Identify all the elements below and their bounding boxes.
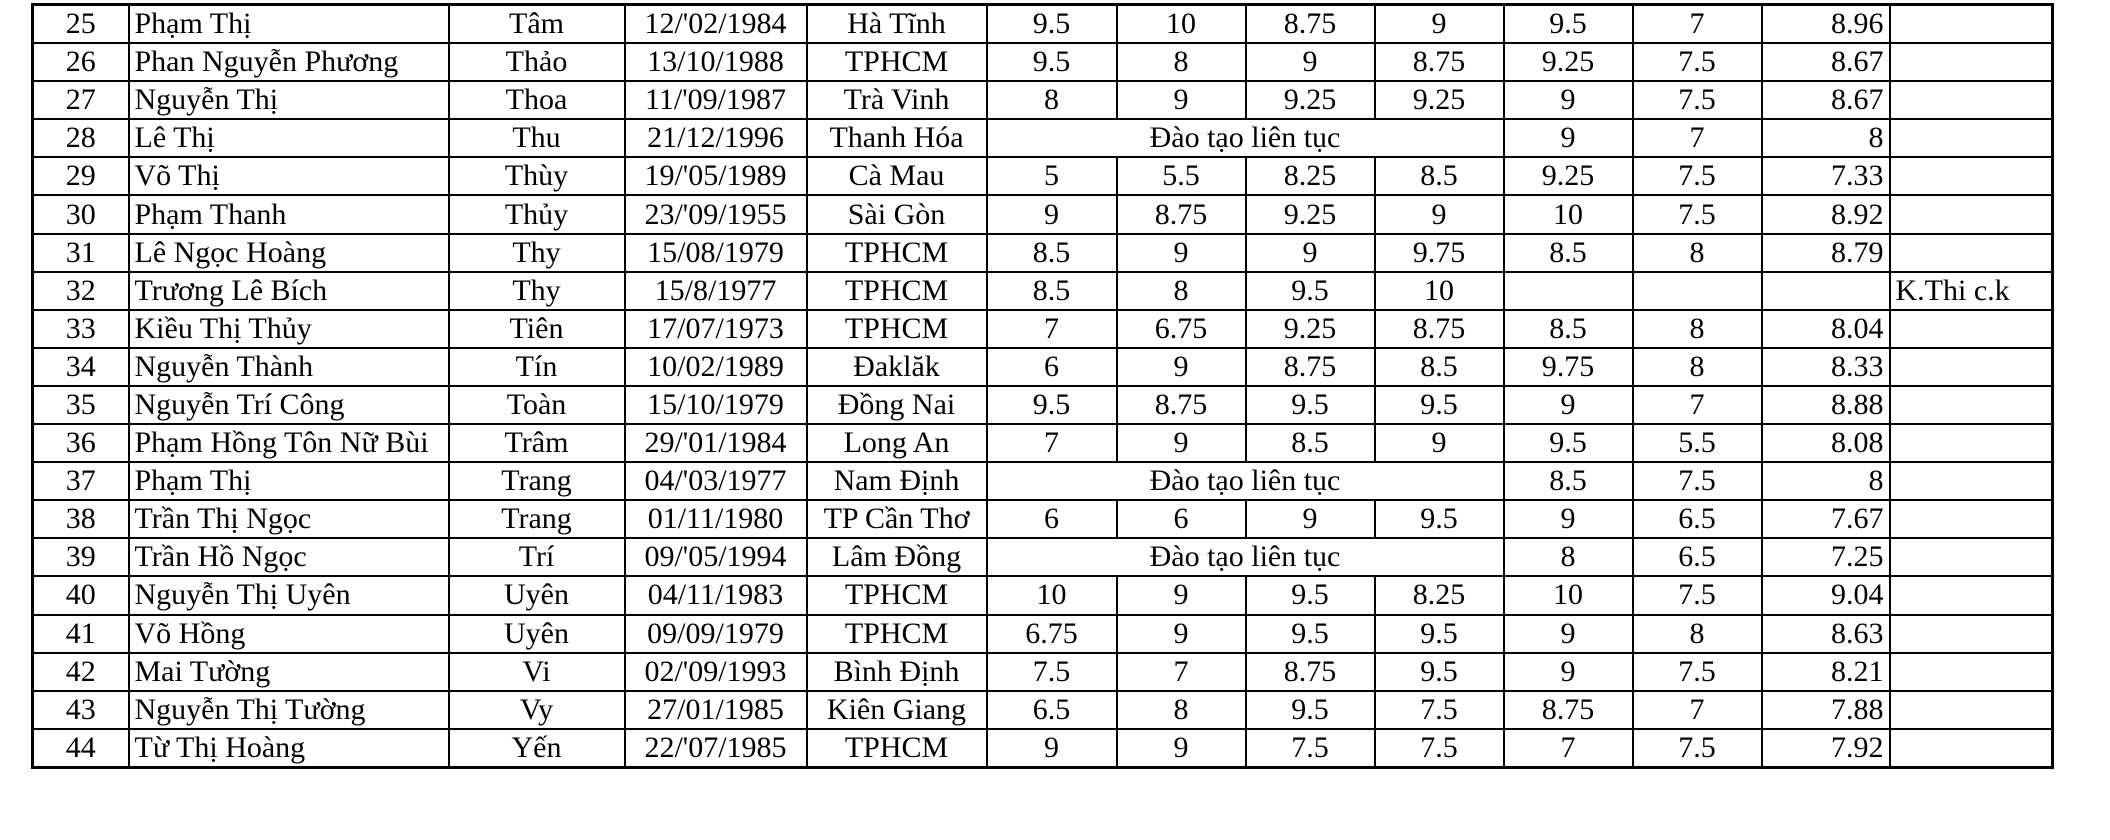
score-cell-1: 8.5: [987, 272, 1117, 310]
table-row: [33, 234, 2053, 272]
score-cell-6: 7.5: [1633, 576, 1762, 614]
birth-date-cell: 15/08/1979: [625, 234, 807, 272]
birthplace-cell: Thanh Hóa: [807, 119, 987, 157]
score-cell-4: 8.25: [1375, 576, 1504, 614]
given-name-cell: Tâm: [449, 5, 625, 44]
note-cell: [1890, 500, 2053, 538]
merged-note-cell: Đào tạo liên tục: [987, 119, 1504, 157]
score-cell-1: 10: [987, 576, 1117, 614]
surname-cell: Phạm Hồng Tôn Nữ Bùi: [129, 424, 449, 462]
birth-date-cell: 09/09/1979: [625, 615, 807, 653]
score-cell-5: 10: [1504, 195, 1633, 233]
score-cell-1: 8.5: [987, 234, 1117, 272]
score-cell-5: 8: [1504, 538, 1633, 576]
score-cell-3: 9.5: [1246, 386, 1375, 424]
score-cell-5: 9: [1504, 500, 1633, 538]
score-cell-5: 10: [1504, 576, 1633, 614]
birth-date-cell: 04/'03/1977: [625, 462, 807, 500]
score-cell-5: 8.5: [1504, 234, 1633, 272]
score-cell-5: 7: [1504, 729, 1633, 768]
score-cell-2: 10: [1117, 5, 1246, 44]
note-cell: [1890, 386, 2053, 424]
birthplace-cell: Bình Định: [807, 653, 987, 691]
score-cell-3: 9: [1246, 500, 1375, 538]
score-cell-3: 9.5: [1246, 272, 1375, 310]
birthplace-cell: Lâm Đồng: [807, 538, 987, 576]
score-cell-2: 9: [1117, 81, 1246, 119]
score-cell-4: 9: [1375, 5, 1504, 44]
score-cell-4: 9.25: [1375, 81, 1504, 119]
row-number-cell: 25: [33, 5, 129, 44]
surname-cell: Kiều Thị Thủy: [129, 310, 449, 348]
row-number-cell: 44: [33, 729, 129, 768]
merged-note-cell: Đào tạo liên tục: [987, 462, 1504, 500]
average-cell: 8.92: [1762, 195, 1890, 233]
row-number-cell: 39: [33, 538, 129, 576]
score-cell-3: 9.25: [1246, 310, 1375, 348]
given-name-cell: Thy: [449, 234, 625, 272]
birthplace-cell: TP Cần Thơ: [807, 500, 987, 538]
score-cell-1: 9.5: [987, 386, 1117, 424]
note-cell: [1890, 157, 2053, 195]
given-name-cell: Vy: [449, 691, 625, 729]
score-cell-1: 7: [987, 424, 1117, 462]
note-cell: [1890, 576, 2053, 614]
score-cell-1: 5: [987, 157, 1117, 195]
given-name-cell: Thy: [449, 272, 625, 310]
surname-cell: Nguyễn Thị Uyên: [129, 576, 449, 614]
surname-cell: Nguyễn Trí Công: [129, 386, 449, 424]
score-cell-6: 8: [1633, 234, 1762, 272]
score-cell-2: 8: [1117, 691, 1246, 729]
score-cell-2: 9: [1117, 348, 1246, 386]
average-cell: 8.67: [1762, 81, 1890, 119]
score-cell-6: 7.5: [1633, 81, 1762, 119]
surname-cell: Lê Thị: [129, 119, 449, 157]
score-cell-6: 7: [1633, 691, 1762, 729]
surname-cell: Trần Thị Ngọc: [129, 500, 449, 538]
average-cell: 9.04: [1762, 576, 1890, 614]
score-cell-6: 6.5: [1633, 538, 1762, 576]
note-cell: [1890, 729, 2053, 768]
note-cell: K.Thi c.k: [1890, 272, 2053, 310]
birthplace-cell: TPHCM: [807, 576, 987, 614]
average-cell: 8.67: [1762, 43, 1890, 81]
score-cell-2: 9: [1117, 576, 1246, 614]
score-cell-5: 9.5: [1504, 424, 1633, 462]
given-name-cell: Trí: [449, 538, 625, 576]
birth-date-cell: 01/11/1980: [625, 500, 807, 538]
note-cell: [1890, 424, 2053, 462]
score-cell-5: 9: [1504, 653, 1633, 691]
score-cell-5: 9: [1504, 386, 1633, 424]
row-number-cell: 33: [33, 310, 129, 348]
score-cell-6: 7: [1633, 5, 1762, 44]
surname-cell: Nguyễn Thành: [129, 348, 449, 386]
score-cell-3: 9: [1246, 43, 1375, 81]
score-cell-2: 9: [1117, 234, 1246, 272]
table-row: [33, 576, 2053, 614]
birthplace-cell: TPHCM: [807, 43, 987, 81]
table-row: [33, 348, 2053, 386]
birth-date-cell: 12/'02/1984: [625, 5, 807, 44]
birth-date-cell: 15/10/1979: [625, 386, 807, 424]
score-cell-4: 7.5: [1375, 691, 1504, 729]
surname-cell: Phạm Thị: [129, 5, 449, 44]
score-cell-5: 9: [1504, 615, 1633, 653]
birthplace-cell: TPHCM: [807, 234, 987, 272]
score-cell-6: 6.5: [1633, 500, 1762, 538]
score-cell-1: 6.5: [987, 691, 1117, 729]
row-number-cell: 40: [33, 576, 129, 614]
score-cell-6: 7.5: [1633, 653, 1762, 691]
score-cell-3: 9.25: [1246, 195, 1375, 233]
score-cell-2: 9: [1117, 424, 1246, 462]
score-cell-2: 8: [1117, 272, 1246, 310]
grade-table: [31, 3, 2054, 769]
score-cell-4: 8.5: [1375, 348, 1504, 386]
row-number-cell: 36: [33, 424, 129, 462]
birthplace-cell: TPHCM: [807, 310, 987, 348]
table-row: [33, 538, 2053, 576]
birth-date-cell: 22/'07/1985: [625, 729, 807, 768]
average-cell: 8: [1762, 119, 1890, 157]
score-cell-6: 7.5: [1633, 157, 1762, 195]
note-cell: [1890, 81, 2053, 119]
table-row: [33, 81, 2053, 119]
score-cell-5: 8.75: [1504, 691, 1633, 729]
average-cell: 8.96: [1762, 5, 1890, 44]
table-row: [33, 310, 2053, 348]
note-cell: [1890, 653, 2053, 691]
score-cell-3: 8.75: [1246, 5, 1375, 44]
birthplace-cell: Đaklăk: [807, 348, 987, 386]
birthplace-cell: Long An: [807, 424, 987, 462]
birth-date-cell: 11/'09/1987: [625, 81, 807, 119]
score-cell-3: 9.5: [1246, 691, 1375, 729]
birthplace-cell: Kiên Giang: [807, 691, 987, 729]
score-cell-2: 5.5: [1117, 157, 1246, 195]
row-number-cell: 42: [33, 653, 129, 691]
score-cell-3: 8.5: [1246, 424, 1375, 462]
given-name-cell: Uyên: [449, 615, 625, 653]
surname-cell: Trương Lê Bích: [129, 272, 449, 310]
score-cell-4: 9.5: [1375, 500, 1504, 538]
score-cell-1: 6.75: [987, 615, 1117, 653]
given-name-cell: Tiên: [449, 310, 625, 348]
score-cell-6: [1633, 272, 1762, 310]
average-cell: 8.08: [1762, 424, 1890, 462]
birth-date-cell: 27/01/1985: [625, 691, 807, 729]
row-number-cell: 43: [33, 691, 129, 729]
table-body: [33, 5, 2053, 768]
given-name-cell: Tín: [449, 348, 625, 386]
note-cell: [1890, 615, 2053, 653]
score-cell-2: 7: [1117, 653, 1246, 691]
score-cell-6: 8: [1633, 615, 1762, 653]
note-cell: [1890, 538, 2053, 576]
merged-note-cell: Đào tạo liên tục: [987, 538, 1504, 576]
score-cell-4: 9.5: [1375, 615, 1504, 653]
birthplace-cell: Cà Mau: [807, 157, 987, 195]
given-name-cell: Toàn: [449, 386, 625, 424]
note-cell: [1890, 234, 2053, 272]
score-cell-2: 9: [1117, 615, 1246, 653]
score-cell-4: 8.75: [1375, 310, 1504, 348]
birth-date-cell: 19/'05/1989: [625, 157, 807, 195]
surname-cell: Võ Hồng: [129, 615, 449, 653]
surname-cell: Trần Hồ Ngọc: [129, 538, 449, 576]
average-cell: 8.63: [1762, 615, 1890, 653]
score-cell-6: 7.5: [1633, 195, 1762, 233]
birth-date-cell: 04/11/1983: [625, 576, 807, 614]
score-cell-3: 7.5: [1246, 729, 1375, 768]
average-cell: 8.04: [1762, 310, 1890, 348]
given-name-cell: Thoa: [449, 81, 625, 119]
row-number-cell: 27: [33, 81, 129, 119]
table-row: [33, 119, 2053, 157]
score-cell-1: 6: [987, 348, 1117, 386]
score-cell-5: 8.5: [1504, 310, 1633, 348]
given-name-cell: Thu: [449, 119, 625, 157]
score-cell-3: 8.75: [1246, 348, 1375, 386]
table-row: [33, 5, 2053, 44]
score-cell-6: 8: [1633, 348, 1762, 386]
table-row: [33, 157, 2053, 195]
score-cell-5: 9: [1504, 119, 1633, 157]
row-number-cell: 30: [33, 195, 129, 233]
score-cell-4: 9: [1375, 195, 1504, 233]
score-cell-3: 9.5: [1246, 576, 1375, 614]
score-cell-6: 7.5: [1633, 462, 1762, 500]
note-cell: [1890, 5, 2053, 44]
table-row: [33, 195, 2053, 233]
score-cell-5: 9.25: [1504, 157, 1633, 195]
row-number-cell: 35: [33, 386, 129, 424]
given-name-cell: Thùy: [449, 157, 625, 195]
birthplace-cell: TPHCM: [807, 615, 987, 653]
birthplace-cell: Hà Tĩnh: [807, 5, 987, 44]
average-cell: 7.67: [1762, 500, 1890, 538]
row-number-cell: 28: [33, 119, 129, 157]
score-cell-3: 9: [1246, 234, 1375, 272]
given-name-cell: Trang: [449, 500, 625, 538]
birth-date-cell: 17/07/1973: [625, 310, 807, 348]
table-row: [33, 691, 2053, 729]
score-cell-6: 7: [1633, 386, 1762, 424]
score-cell-1: 9.5: [987, 43, 1117, 81]
note-cell: [1890, 691, 2053, 729]
surname-cell: Phạm Thị: [129, 462, 449, 500]
given-name-cell: Uyên: [449, 576, 625, 614]
table-row: [33, 424, 2053, 462]
score-cell-4: 8.75: [1375, 43, 1504, 81]
score-cell-3: 9.25: [1246, 81, 1375, 119]
given-name-cell: Yến: [449, 729, 625, 768]
given-name-cell: Trang: [449, 462, 625, 500]
birthplace-cell: Nam Định: [807, 462, 987, 500]
surname-cell: Mai Tường: [129, 653, 449, 691]
birth-date-cell: 23/'09/1955: [625, 195, 807, 233]
table-row: [33, 500, 2053, 538]
row-number-cell: 34: [33, 348, 129, 386]
score-cell-3: 8.25: [1246, 157, 1375, 195]
surname-cell: Nguyễn Thị: [129, 81, 449, 119]
table-row: [33, 729, 2053, 768]
row-number-cell: 38: [33, 500, 129, 538]
score-cell-1: 9: [987, 195, 1117, 233]
score-cell-4: 9: [1375, 424, 1504, 462]
score-cell-5: 9.25: [1504, 43, 1633, 81]
average-cell: 8.21: [1762, 653, 1890, 691]
score-cell-5: 8.5: [1504, 462, 1633, 500]
score-cell-6: 8: [1633, 310, 1762, 348]
score-cell-2: 6.75: [1117, 310, 1246, 348]
birthplace-cell: TPHCM: [807, 729, 987, 768]
score-cell-1: 8: [987, 81, 1117, 119]
score-cell-1: 9: [987, 729, 1117, 768]
average-cell: 7.92: [1762, 729, 1890, 768]
score-cell-4: 10: [1375, 272, 1504, 310]
average-cell: 7.25: [1762, 538, 1890, 576]
score-cell-6: 7.5: [1633, 729, 1762, 768]
score-cell-4: 9.5: [1375, 386, 1504, 424]
birth-date-cell: 21/12/1996: [625, 119, 807, 157]
surname-cell: Phạm Thanh: [129, 195, 449, 233]
score-cell-2: 8.75: [1117, 386, 1246, 424]
birthplace-cell: Sài Gòn: [807, 195, 987, 233]
given-name-cell: Thảo: [449, 43, 625, 81]
score-cell-5: 9: [1504, 81, 1633, 119]
birthplace-cell: TPHCM: [807, 272, 987, 310]
score-cell-4: 7.5: [1375, 729, 1504, 768]
birth-date-cell: 09/'05/1994: [625, 538, 807, 576]
note-cell: [1890, 195, 2053, 233]
score-cell-4: 8.5: [1375, 157, 1504, 195]
note-cell: [1890, 43, 2053, 81]
row-number-cell: 41: [33, 615, 129, 653]
surname-cell: Võ Thị: [129, 157, 449, 195]
score-cell-4: 9.5: [1375, 653, 1504, 691]
birthplace-cell: Đồng Nai: [807, 386, 987, 424]
score-cell-4: 9.75: [1375, 234, 1504, 272]
birth-date-cell: 29/'01/1984: [625, 424, 807, 462]
average-cell: 8.79: [1762, 234, 1890, 272]
table-row: [33, 462, 2053, 500]
score-cell-1: 6: [987, 500, 1117, 538]
table-row: [33, 615, 2053, 653]
note-cell: [1890, 462, 2053, 500]
row-number-cell: 26: [33, 43, 129, 81]
score-cell-6: 7.5: [1633, 43, 1762, 81]
given-name-cell: Thủy: [449, 195, 625, 233]
birth-date-cell: 15/8/1977: [625, 272, 807, 310]
average-cell: 8.88: [1762, 386, 1890, 424]
table-row: [33, 386, 2053, 424]
score-cell-6: 5.5: [1633, 424, 1762, 462]
surname-cell: Lê Ngọc Hoàng: [129, 234, 449, 272]
average-cell: 8.33: [1762, 348, 1890, 386]
table-row: [33, 43, 2053, 81]
score-cell-2: 9: [1117, 729, 1246, 768]
score-cell-1: 7: [987, 310, 1117, 348]
row-number-cell: 31: [33, 234, 129, 272]
surname-cell: Nguyễn Thị Tường: [129, 691, 449, 729]
average-cell: 7.33: [1762, 157, 1890, 195]
given-name-cell: Trâm: [449, 424, 625, 462]
note-cell: [1890, 310, 2053, 348]
score-cell-5: 9.75: [1504, 348, 1633, 386]
row-number-cell: 29: [33, 157, 129, 195]
average-cell: 8: [1762, 462, 1890, 500]
score-cell-3: 8.75: [1246, 653, 1375, 691]
score-cell-1: 9.5: [987, 5, 1117, 44]
score-cell-3: 9.5: [1246, 615, 1375, 653]
surname-cell: Từ Thị Hoàng: [129, 729, 449, 768]
score-cell-2: 8: [1117, 43, 1246, 81]
score-cell-6: 7: [1633, 119, 1762, 157]
row-number-cell: 32: [33, 272, 129, 310]
given-name-cell: Vi: [449, 653, 625, 691]
average-cell: [1762, 272, 1890, 310]
birth-date-cell: 02/'09/1993: [625, 653, 807, 691]
average-cell: 7.88: [1762, 691, 1890, 729]
score-cell-2: 8.75: [1117, 195, 1246, 233]
surname-cell: Phan Nguyễn Phương: [129, 43, 449, 81]
table-row: [33, 272, 2053, 310]
score-cell-1: 7.5: [987, 653, 1117, 691]
birth-date-cell: 13/10/1988: [625, 43, 807, 81]
score-cell-2: 6: [1117, 500, 1246, 538]
score-cell-5: 9.5: [1504, 5, 1633, 44]
row-number-cell: 37: [33, 462, 129, 500]
birth-date-cell: 10/02/1989: [625, 348, 807, 386]
birthplace-cell: Trà Vinh: [807, 81, 987, 119]
note-cell: [1890, 119, 2053, 157]
note-cell: [1890, 348, 2053, 386]
score-cell-5: [1504, 272, 1633, 310]
table-row: [33, 653, 2053, 691]
